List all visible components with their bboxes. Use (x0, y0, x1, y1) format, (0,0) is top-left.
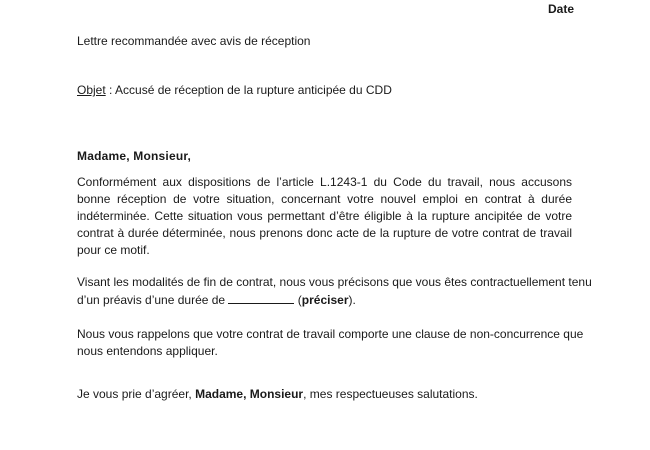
subject-separator: : (105, 83, 116, 97)
notice-text: Visant les modalités de fin de contrat, nous vous précisons que vous êtes contractuellement tenu d’un préavis d’une durée de (77, 275, 592, 307)
closing-bold: Madame, Monsieur (195, 387, 304, 401)
subject-text: Accusé de réception de la rupture anticipée du CDD (115, 83, 392, 97)
closing-before: Je vous prie d’agréer, (77, 387, 196, 401)
subject-label: Objet (77, 83, 106, 97)
paragraph-article-reference: Conformément aux dispositions de l’article L.1243-1 du Code du travail, nous accusons bonne réception de votre situation, concernant votre nouvel emploi en contrat à durée indéterminée. Cette situation vous permettant d’être éligible à la rupture ancipitée de votre contrat à durée déterminée, nous prenons donc acte de la rupture de votre contrat de travail pour ce motif. (77, 175, 572, 257)
paragraph-notice-period (77, 274, 597, 309)
notice-paren-open: ( (294, 293, 302, 307)
notice-hint: préciser (301, 293, 349, 307)
date-label: Date (548, 2, 575, 16)
salutation: Madame, Monsieur, (77, 149, 192, 163)
subject-line (77, 82, 392, 99)
delivery-mode: Lettre recommandée avec avis de réception (77, 34, 311, 48)
paragraph-non-compete: Nous vous rappelons que votre contrat de travail comporte une clause de non-concurrence que nous entendons appliquer. (77, 327, 584, 358)
notice-paren-close: ). (348, 293, 356, 307)
closing-formula (77, 386, 478, 403)
closing-after: , mes respectueuses salutations. (303, 387, 478, 401)
notice-duration-blank (228, 291, 294, 304)
